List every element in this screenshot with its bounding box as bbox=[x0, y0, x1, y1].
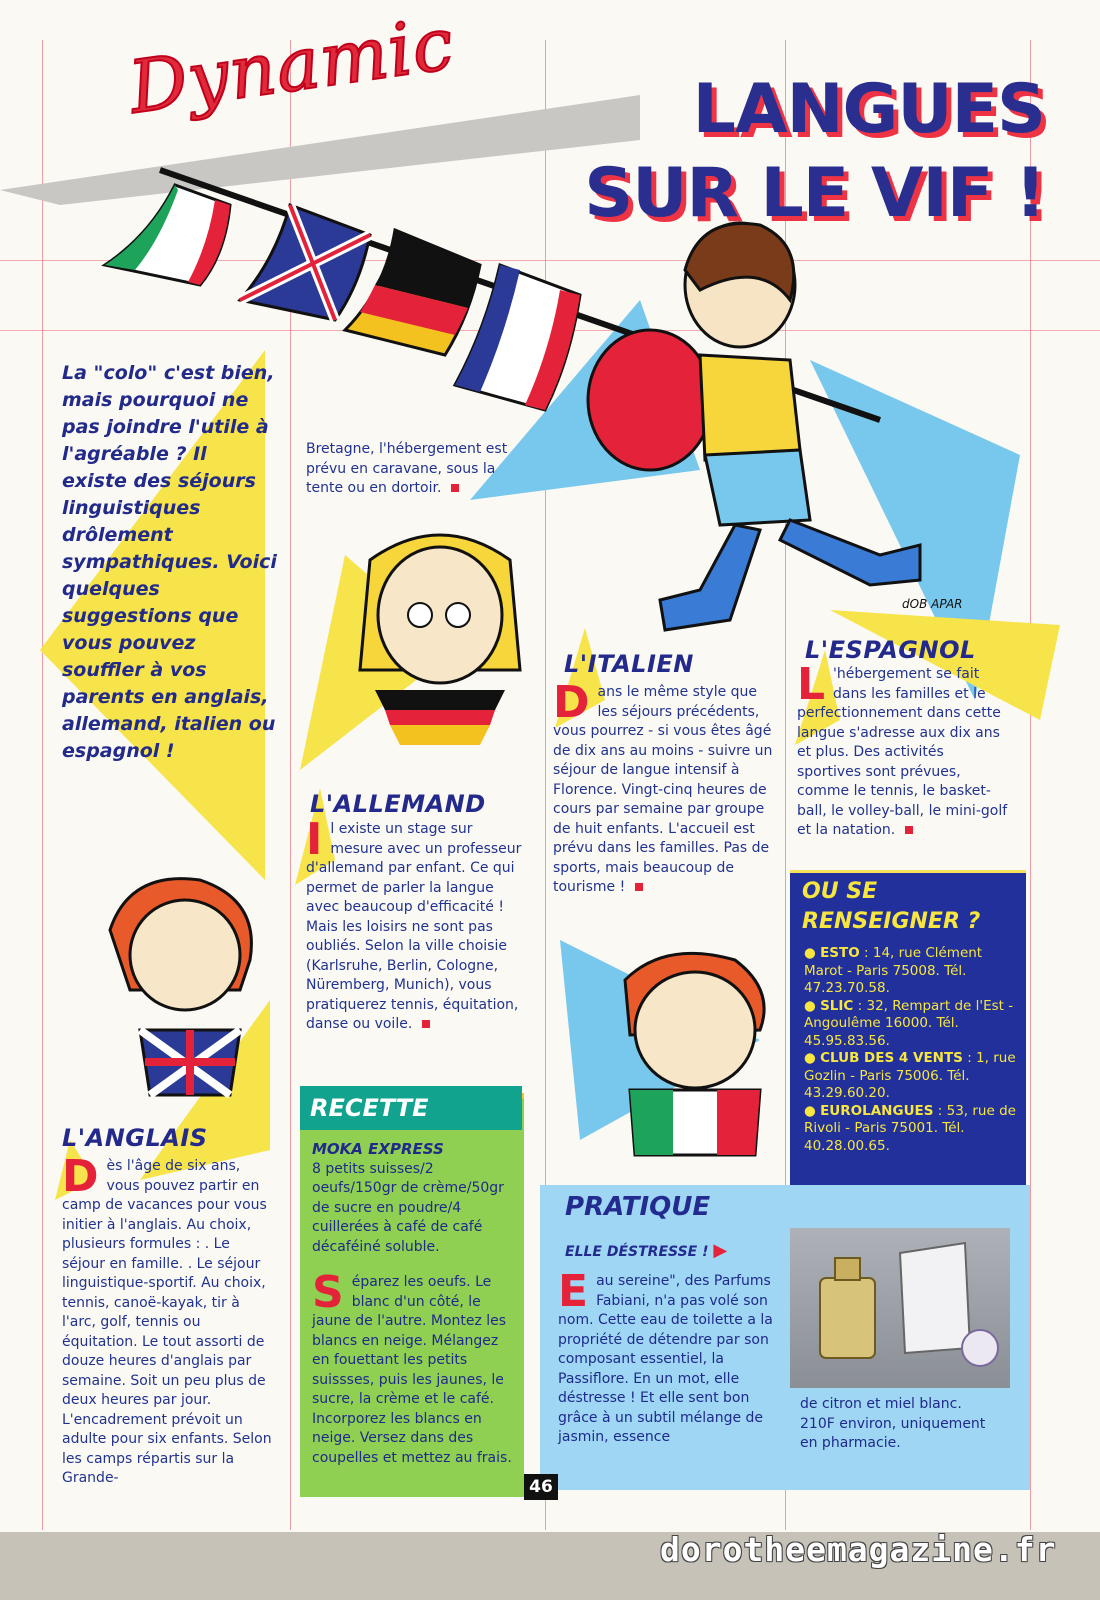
info-entry-name: EUROLANGUES bbox=[820, 1102, 934, 1119]
drop-cap: L bbox=[797, 659, 826, 710]
pratique-text bbox=[558, 1266, 780, 1448]
page-number: 46 bbox=[524, 1474, 558, 1500]
info-entry-address: : 32, Rempart de l'Est - Angoulême 16000. Tél. 45.95.83.56. bbox=[804, 997, 1014, 1049]
recette-content bbox=[312, 1140, 520, 1468]
info-entry-name: ESTO bbox=[820, 945, 860, 961]
masthead-logo: Dynamic bbox=[124, 0, 459, 130]
recette-ingredients: 8 petits suisses/2 oeufs/150gr de crème/50gr de sucre en poudre/4 cuillerées à café de café décaféiné soluble. bbox=[312, 1160, 504, 1255]
section-anglais bbox=[62, 1151, 277, 1489]
pratique-title: PRATIQUE bbox=[565, 1192, 711, 1222]
section-espagnol bbox=[797, 659, 1012, 841]
end-mark bbox=[905, 826, 913, 834]
section-italien-text: ans le même style que les séjours précédents, vous pourrez - si vous êtes âgé de dix ans au moins - suivre un séjour de langue intensif à Florence. Vingt-cinq heures de cours par semaine par groupe de huit enfants. L'accueil est prévu dans les familles. Pas de sports, mais beaucoup de tourisme ! bbox=[553, 684, 773, 895]
info-entry: ● SLIC : 32, Rempart de l'Est - Angoulême 16000. Tél. 45.95.83.56. bbox=[804, 997, 1014, 1049]
info-entry-address: : 1, rue Gozlin - Paris 75006. Tél. 43.29.60.20. bbox=[804, 1050, 1016, 1101]
end-mark bbox=[635, 883, 643, 891]
drop-cap: E bbox=[558, 1266, 589, 1317]
section-anglais-text: ès l'âge de six ans, vous pouvez partir en camp de vacances pour vous initier à l'anglais. Au choix, plusieurs formules : . Le séjour en famille. . Le séjour linguistique-sportif. Au choix, tennis, canoë-kayak, tir à l'arc, golf, tennis ou équitation. Le tout assorti de douze heures d'anglais par semaine. Soit un peu plus de deux heures par jour. L'encadrement prévoit un adulte pour six enfants. Selon les camps répartis sur la Grande- bbox=[62, 1158, 272, 1486]
end-mark bbox=[451, 484, 459, 492]
section-allemand-text: l existe un stage sur mesure avec un professeur d'allemand par enfant. Ce qui permet de parler la langue avec beaucoup d'efficacité ! Mais les loisirs ne sont pas oubliés. Selon la ville choisie (Karlsruhe, Berlin, Cologne, Nüremberg, Munich), vous pratiquerez tennis, équitation, danse ou voile. bbox=[306, 821, 522, 1032]
drop-cap: D bbox=[553, 677, 590, 728]
english-kid-illustration bbox=[90, 860, 290, 1100]
drop-cap: D bbox=[62, 1151, 99, 1202]
section-allemand bbox=[306, 814, 528, 1035]
perfume-bottle-icon bbox=[790, 1228, 1010, 1388]
info-entry-name: SLIC bbox=[820, 997, 854, 1014]
arrow-right-icon: ▶ bbox=[713, 1240, 728, 1261]
info-entry-name: CLUB DES 4 VENTS bbox=[820, 1050, 963, 1066]
continued-paragraph: Bretagne, l'hébergement est prévu en caravane, sous la tente ou en dortoir. bbox=[306, 441, 508, 496]
german-kid-illustration bbox=[330, 520, 550, 760]
perfume-photo bbox=[790, 1228, 1010, 1388]
section-title-allemand: L'ALLEMAND bbox=[310, 790, 486, 818]
page-title bbox=[525, 68, 1045, 236]
info-box bbox=[790, 870, 1026, 1186]
pratique-subtitle bbox=[565, 1240, 727, 1261]
title-line-2: SUR LE VIF ! bbox=[584, 154, 1045, 233]
info-entry-address: : 14, rue Clément Marot - Paris 75008. Tél. 47.23.70.58. bbox=[804, 945, 983, 996]
info-entry: ● ESTO : 14, rue Clément Marot - Paris 75008. Tél. 47.23.70.58. bbox=[804, 945, 983, 996]
info-entry-address: : 53, rue de Rivoli - Paris 75001. Tél. 40.28.00.65. bbox=[804, 1102, 1016, 1154]
section-espagnol-text: 'hébergement se fait dans les familles et le perfectionnement dans cette langue s'adresse aux dix ans et plus. Des activités sportives sont prévues, comme le tennis, le basket-ball, le volley-ball, le mini-golf et la natation. bbox=[797, 666, 1008, 838]
title-line-1: LANGUES bbox=[692, 70, 1045, 149]
info-box-title: OU SE RENSEIGNER ? bbox=[802, 879, 981, 934]
walking-kid-illustration bbox=[588, 223, 920, 630]
pratique-subtitle-text: ELLE DÉSTRESSE ! bbox=[565, 1244, 709, 1260]
flag-italy-icon bbox=[105, 185, 230, 285]
drop-cap: S bbox=[312, 1267, 344, 1318]
italian-kid-illustration bbox=[585, 940, 795, 1160]
flag-uk-icon bbox=[240, 205, 370, 320]
recette-name: MOKA EXPRESS bbox=[312, 1140, 444, 1158]
section-title-espagnol: L'ESPAGNOL bbox=[805, 636, 976, 664]
artist-signature: dOB APAR bbox=[902, 597, 963, 611]
info-entry: ● CLUB DES 4 VENTS : 1, rue Gozlin - Paris 75006. Tél. 43.29.60.20. bbox=[804, 1050, 1016, 1101]
intro-text: La "colo" c'est bien, mais pourquoi ne pas joindre l'utile à l'agréable ? Il existe des séjours linguistiques drôlement sympathiques. Voici quelques suggestions que vous pouvez souffler à vos parents en anglais, allemand, italien ou espagnol ! bbox=[62, 362, 277, 762]
recette-steps: éparez les oeufs. Le blanc d'un côté, le jaune de l'autre. Montez les blancs en neige. Mélangez en fouettant les petits suissses, puis les jaunes, le sucre, la crème et le café. Incorporez les blancs en neige. Versez dans des coupelles et mettez au frais. bbox=[312, 1274, 512, 1466]
pratique-text-end: de citron et miel blanc. 210F environ, uniquement en pharmacie. bbox=[800, 1396, 986, 1451]
site-watermark: dorotheemagazine.fr bbox=[660, 1530, 1057, 1569]
info-entry: ● EUROLANGUES : 53, rue de Rivoli - Paris 75001. Tél. 40.28.00.65. bbox=[804, 1102, 1016, 1154]
drop-cap: I bbox=[306, 814, 323, 865]
recette-label: RECETTE bbox=[310, 1094, 429, 1122]
info-box-list bbox=[790, 941, 1026, 1155]
section-title-anglais: L'ANGLAIS bbox=[62, 1124, 208, 1152]
end-mark bbox=[422, 1020, 430, 1028]
section-italien bbox=[553, 677, 773, 898]
continued-text bbox=[306, 440, 511, 499]
recette-header bbox=[300, 1086, 522, 1130]
pratique-body: au sereine", des Parfums Fabiani, n'a pas volé son nom. Cette eau de toilette a la propriété de détendre par son composant essentiel, la Passiflore. En un mot, elle déstresse ! Et elle sent bon grâce à un subtil mélange de jasmin, essence bbox=[558, 1273, 773, 1445]
section-title-italien: L'ITALIEN bbox=[564, 650, 694, 678]
